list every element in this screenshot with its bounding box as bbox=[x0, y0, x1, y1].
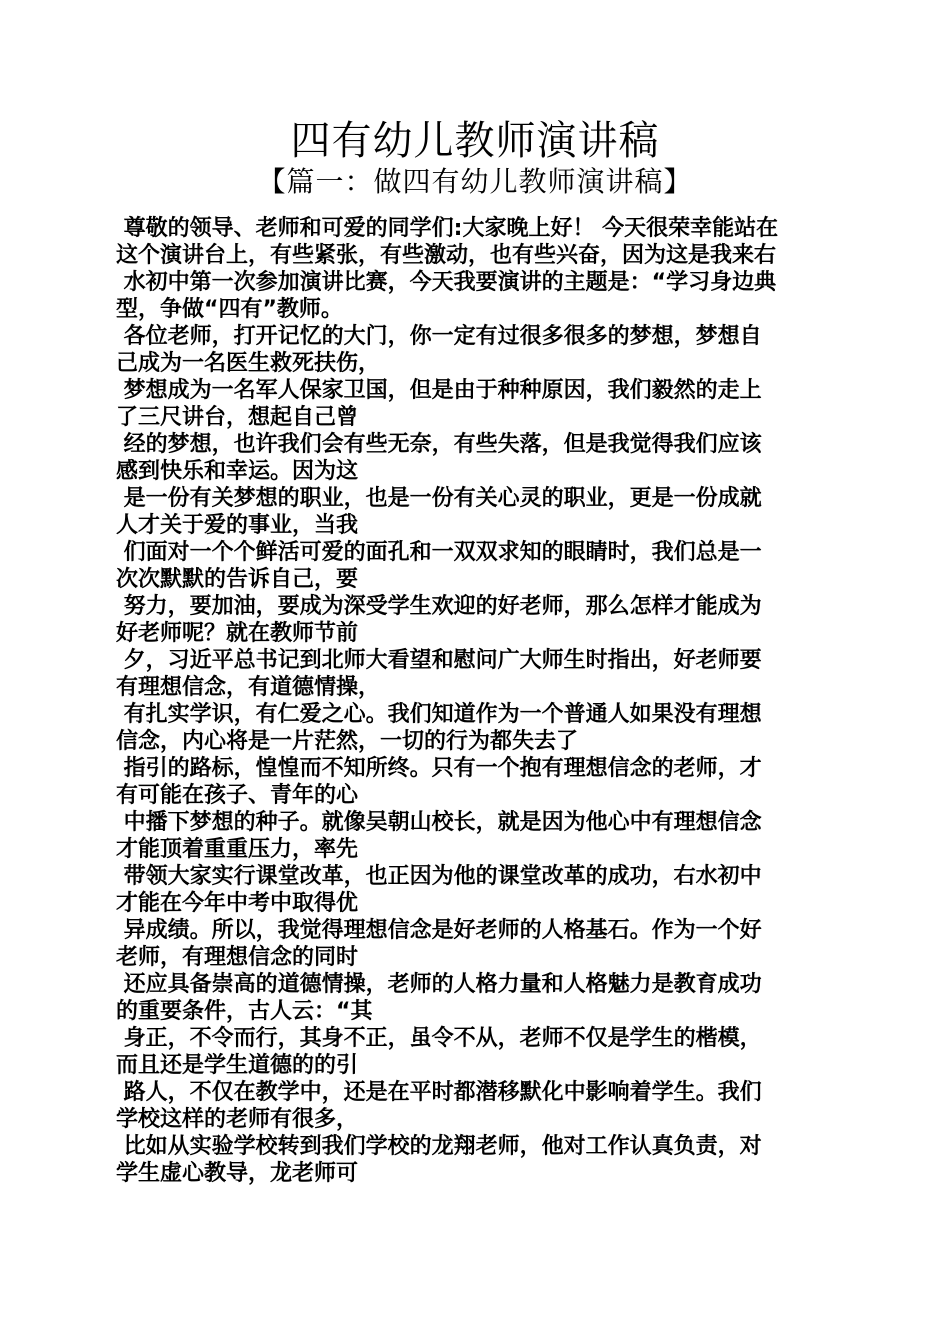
body-text-line: 还应具备崇高的道德情操，老师的人格力量和人格魅力是教育成功 bbox=[116, 972, 762, 997]
body-text-line: 们面对一个个鲜活可爱的面孔和一双双求知的眼睛时，我们总是一 bbox=[116, 540, 762, 565]
body-text-line: 异成绩。所以，我觉得理想信念是好老师的人格基石。作为一个好 bbox=[116, 918, 762, 943]
document-body bbox=[116, 215, 836, 1187]
body-text-line: 努力，要加油，要成为深受学生欢迎的好老师，那么怎样才能成为 bbox=[116, 594, 762, 619]
body-text-line: 各位老师，打开记忆的大门，你一定有过很多很多的梦想，梦想自 bbox=[116, 324, 762, 349]
body-text-line: 经的梦想，也许我们会有些无奈，有些失落，但是我觉得我们应该 bbox=[116, 432, 762, 457]
body-text-line: 身正，不令而行，其身不正，虽令不从，老师不仅是学生的楷模， bbox=[116, 1026, 762, 1051]
body-text-line: 型，争做“四有”教师。 bbox=[116, 297, 343, 322]
body-text-line: 尊敬的领导、老师和可爱的同学们:大家晚上好！ 今天很荣幸能站在 bbox=[116, 216, 779, 241]
body-text-line: 比如从实验学校转到我们学校的龙翔老师，他对工作认真负责，对 bbox=[116, 1134, 762, 1159]
body-text-line: 了三尺讲台，想起自己曾 bbox=[116, 405, 359, 430]
body-text-line: 水初中第一次参加演讲比赛，今天我要演讲的主题是：“学习身边典 bbox=[116, 270, 777, 295]
document-title: 四有幼儿教师演讲稿 bbox=[290, 118, 660, 164]
body-text-line: 这个演讲台上，有些紧张，有些激动，也有些兴奋，因为这是我来右 bbox=[116, 243, 777, 268]
body-text-line: 的重要条件，古人云：“其 bbox=[116, 999, 373, 1024]
body-text-line: 路人，不仅在教学中，还是在平时都潜移默化中影响着学生。我们 bbox=[116, 1080, 762, 1105]
body-text-line: 老师，有理想信念的同时 bbox=[116, 945, 359, 970]
body-text-line: 才能顶着重重压力，率先 bbox=[116, 837, 359, 862]
body-text-line: 次次默默的告诉自己，要 bbox=[116, 567, 359, 592]
body-text-line: 人才关于爱的事业，当我 bbox=[116, 513, 359, 538]
body-text-line: 感到快乐和幸运。因为这 bbox=[116, 459, 359, 484]
body-text-line: 有可能在孩子、青年的心 bbox=[116, 783, 359, 808]
body-text-line: 指引的路标，惶惶而不知所终。只有一个抱有理想信念的老师，才 bbox=[116, 756, 762, 781]
body-text-line: 有理想信念，有道德情操， bbox=[116, 675, 381, 700]
body-text-line: 梦想成为一名军人保家卫国，但是由于种种原因，我们毅然的走上 bbox=[116, 378, 762, 403]
document-subtitle: 【篇一：做四有幼儿教师演讲稿】 bbox=[257, 165, 693, 198]
body-text-line: 信念，内心将是一片茫然，一切的行为都失去了 bbox=[116, 729, 579, 754]
body-text-line: 是一份有关梦想的职业，也是一份有关心灵的职业，更是一份成就 bbox=[116, 486, 762, 511]
body-text-line: 学校这样的老师有很多， bbox=[116, 1107, 359, 1132]
body-text-line: 学生虚心教导，龙老师可 bbox=[116, 1161, 359, 1186]
body-text-line: 带领大家实行课堂改革，也正因为他的课堂改革的成功，右水初中 bbox=[116, 864, 762, 889]
body-text-line: 中播下梦想的种子。就像吴朝山校长，就是因为他心中有理想信念 bbox=[116, 810, 762, 835]
body-text-line: 好老师呢？就在教师节前 bbox=[116, 621, 359, 646]
body-text-line: 而且还是学生道德的的引 bbox=[116, 1053, 359, 1078]
body-text-line: 才能在今年中考中取得优 bbox=[116, 891, 359, 916]
body-text-line: 有扎实学识，有仁爱之心。我们知道作为一个普通人如果没有理想 bbox=[116, 702, 762, 727]
body-text-line: 己成为一名医生救死扶伤， bbox=[116, 351, 381, 376]
body-text-line: 夕，习近平总书记到北师大看望和慰问广大师生时指出，好老师要 bbox=[116, 648, 762, 673]
